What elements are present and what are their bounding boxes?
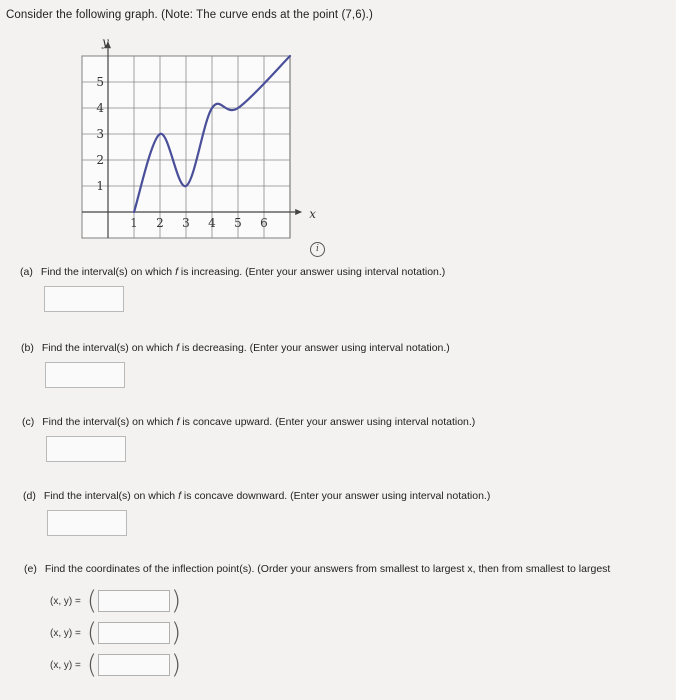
- close-paren: ): [171, 618, 182, 648]
- x-tick-label: 1: [130, 216, 138, 230]
- y-tick-label: 3: [96, 127, 104, 141]
- close-paren: ): [171, 586, 182, 616]
- question-text: Find the interval(s) on which: [43, 490, 179, 502]
- question-e: [24, 563, 610, 575]
- function-variable: f: [176, 342, 179, 354]
- close-paren: ): [171, 650, 182, 680]
- answer-input-c[interactable]: [46, 436, 126, 462]
- problem-intro: Consider the following graph. (Note: The curve ends at the point (7,6).): [6, 9, 373, 21]
- answer-input-a[interactable]: [44, 286, 124, 312]
- y-tick-label: 4: [96, 101, 104, 115]
- question-c: [22, 416, 475, 428]
- answer-input-d[interactable]: [47, 510, 127, 536]
- open-paren: (: [86, 618, 97, 648]
- y-axis-label: y: [102, 35, 109, 49]
- question-d: [23, 490, 490, 502]
- y-tick-label: 2: [96, 153, 104, 167]
- point-label: (x, y) =: [50, 659, 81, 671]
- inflection-point-input[interactable]: [98, 622, 170, 644]
- x-axis-arrow: [295, 209, 302, 215]
- question-text: is decreasing. (Enter your answer using interval notation.): [179, 342, 450, 354]
- question-b: [21, 342, 450, 354]
- function-variable: f: [175, 266, 178, 278]
- question-label: (d): [23, 490, 36, 502]
- question-label: (c): [22, 416, 35, 428]
- question-a: [20, 266, 445, 278]
- x-tick-label: 2: [156, 216, 164, 230]
- inflection-point-input[interactable]: [98, 590, 170, 612]
- function-graph: [55, 30, 315, 252]
- question-text: Find the interval(s) on which: [42, 416, 177, 428]
- question-text: Find the interval(s) on which: [41, 342, 177, 354]
- info-icon[interactable]: i: [310, 242, 325, 257]
- x-tick-label: 3: [182, 216, 190, 230]
- question-text: Find the coordinates of the inflection point(s). (Order your answers from smallest to largest x, then from smallest to largest: [44, 563, 611, 575]
- open-paren: (: [86, 586, 97, 616]
- inflection-point-row: [50, 618, 182, 648]
- point-label: (x, y) =: [50, 595, 81, 607]
- x-tick-label: 6: [260, 216, 268, 230]
- y-tick-label: 1: [96, 179, 104, 193]
- inflection-point-row: [50, 650, 182, 680]
- open-paren: (: [86, 650, 97, 680]
- inflection-point-input[interactable]: [98, 654, 170, 676]
- question-text: is concave upward. (Enter your answer using interval notation.): [179, 416, 476, 428]
- question-label: (b): [21, 342, 34, 354]
- answer-input-b[interactable]: [45, 362, 125, 388]
- x-axis-label: x: [309, 207, 316, 221]
- question-text: Find the interval(s) on which: [40, 266, 176, 278]
- question-label: (e): [24, 563, 37, 575]
- x-tick-label: 4: [208, 216, 216, 230]
- x-tick-label: 5: [234, 216, 242, 230]
- graph-grid: [82, 56, 290, 238]
- y-tick-label: 5: [96, 75, 104, 89]
- question-text: is concave downward. (Enter your answer using interval notation.): [181, 490, 491, 502]
- question-label: (a): [20, 266, 33, 278]
- inflection-point-row: [50, 586, 182, 616]
- function-variable: f: [176, 416, 180, 428]
- function-variable: f: [178, 490, 181, 502]
- question-text: is increasing. (Enter your answer using interval notation.): [178, 266, 446, 278]
- point-label: (x, y) =: [50, 627, 81, 639]
